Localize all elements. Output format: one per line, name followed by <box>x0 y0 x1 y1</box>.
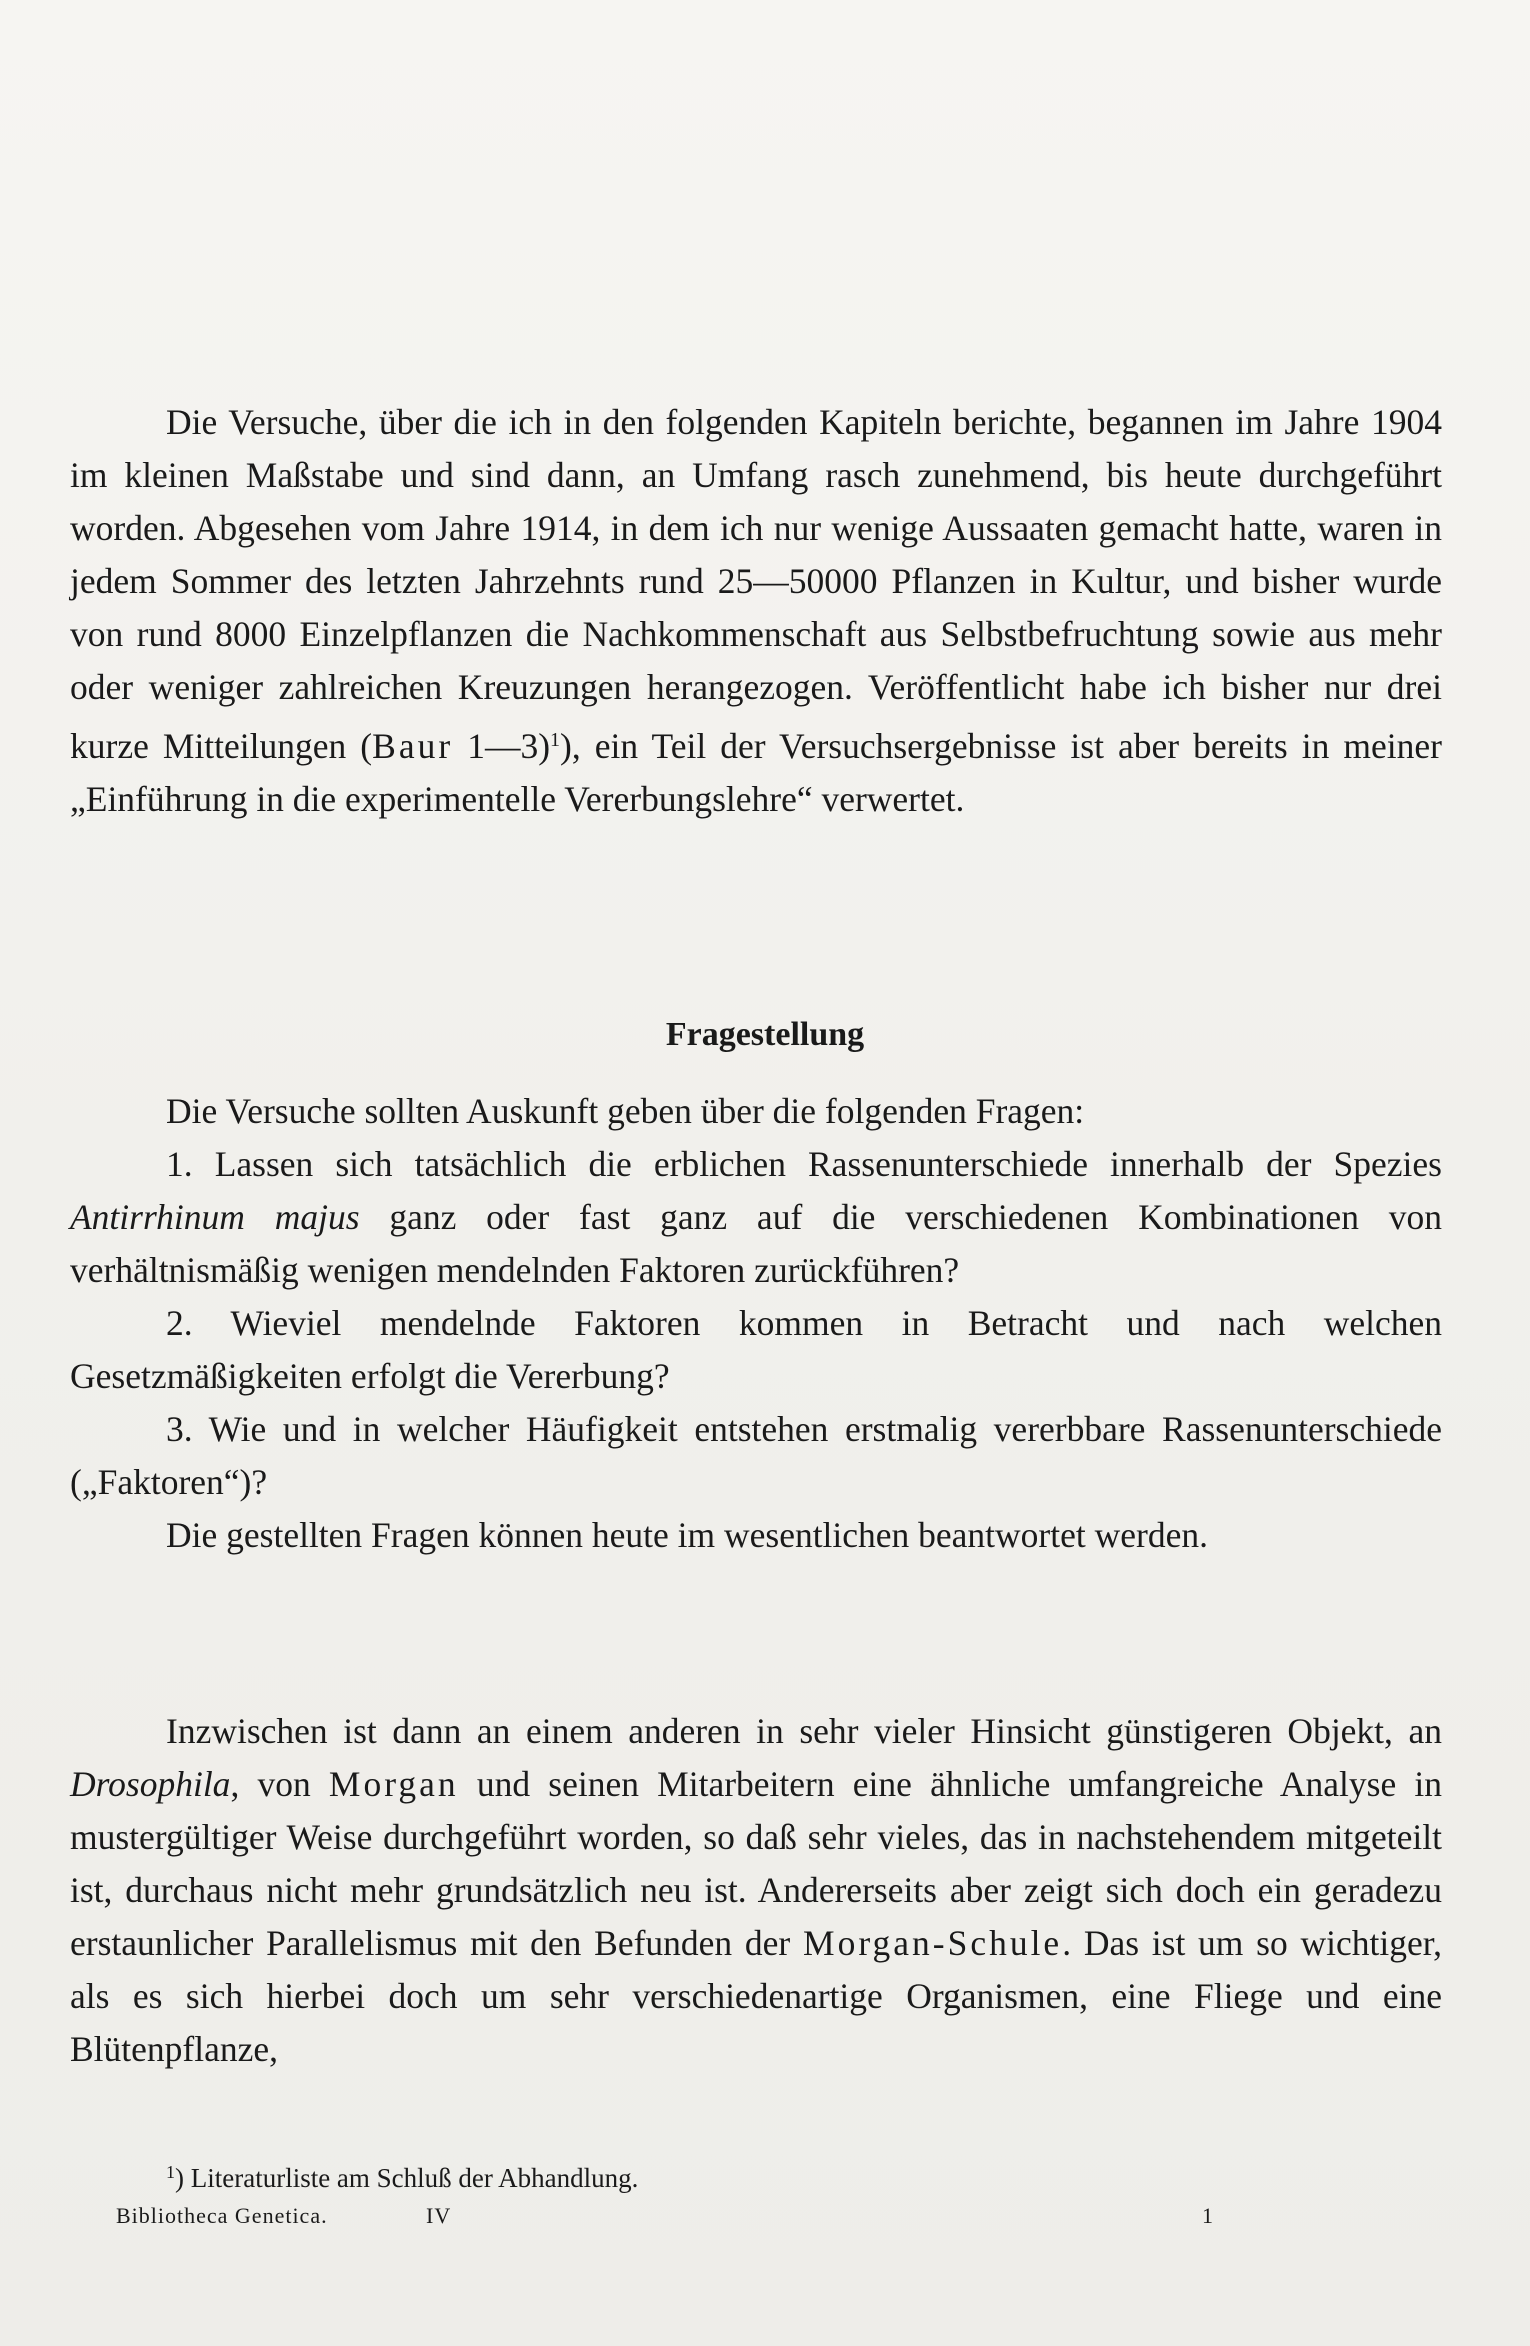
question-1: 1. Lassen sich tatsächlich die erblichen Rassenunterschiede innerhalb der Spezies Antirrhinum majus ganz oder fast ganz auf die verschiedenen Kombinationen von verhältnismäßig wenigen mendelnden Faktoren zurückführen? <box>70 1144 1442 1290</box>
questions-block <box>70 1085 1442 1562</box>
journal-title: Bibliotheca Genetica. <box>116 2203 328 2228</box>
author-citation-name: Baur <box>372 726 454 766</box>
morgan-school-name: Morgan-Schule <box>803 1923 1063 1963</box>
footnote-text: ) Literaturliste am Schluß der Abhandlung. <box>175 2163 639 2193</box>
footnote-marker: 1 <box>550 729 561 751</box>
section-heading: Fragestellung <box>665 1016 865 1053</box>
author-citation-range: 1—3) <box>453 726 551 766</box>
footnote-number: 1 <box>166 2162 175 2182</box>
question-3: 3. Wie und in welcher Häufigkeit entstehen erstmalig vererbbare Rassenunterschiede („Faktoren“)? <box>70 1409 1442 1502</box>
questions-intro: Die Versuche sollten Auskunft geben über die folgenden Fragen: <box>166 1091 1085 1131</box>
question-2: 2. Wieviel mendelnde Faktoren kommen in Betracht und nach welchen Gesetzmäßigkeiten erfolgt die Vererbung? <box>70 1303 1442 1396</box>
intro-paragraph <box>70 396 1442 826</box>
page-number: 1 <box>1202 2203 1214 2228</box>
organism-name: Drosophila <box>70 1764 231 1804</box>
volume-number: IV <box>426 2203 452 2228</box>
questions-answer: Die gestellten Fragen können heute im wesentlichen beantwortet werden. <box>166 1515 1208 1555</box>
morgan-name: Morgan <box>328 1764 459 1804</box>
comparison-paragraph <box>70 1705 1442 2076</box>
intro-paragraph-text: Die Versuche, über die ich in den folgenden Kapiteln berichte, begannen im Jahre 1904 im kleinen Maßstabe und sind dann, an Umfang rasch zunehmend, bis heute durchgeführt worden. Abgesehen vom Jahre 1914, in dem ich nur wenige Aussaaten gemacht hatte, waren in jedem Sommer des letzten Jahrzehnts rund 25—50000 Pflanzen in Kultur, und bisher wurde von rund 8000 Einzelpflanzen die Nachkommenschaft aus Selbstbefruchtung sowie aus mehr oder weniger zahlreichen Kreuzungen herangezogen. Veröffentlicht habe ich bisher nur drei kurze Mitteilungen (Baur 1—3)$^1$), ein Teil der Versuchsergebnisse ist aber bereits in meiner „Einführung in die experimentelle Vererbungslehre“ verwertet. <box>70 402 1442 819</box>
footnote <box>166 2152 638 2198</box>
species-name: Antirrhinum majus <box>70 1197 360 1237</box>
comparison-paragraph-text: Inzwischen ist dann an einem anderen in sehr vieler Hinsicht günstigeren Objekt, an Drosophila, von Morgan und seinen Mitarbeitern eine ähnliche umfangreiche Analyse in mustergültiger Weise durchgeführt worden, so daß sehr vieles, das in nachstehendem mitgeteilt ist, durchaus nicht mehr grundsätzlich neu ist. Andererseits aber zeigt sich doch ein geradezu erstaunlicher Parallelismus mit den Befunden der Morgan-Schule. Das ist um so wichtiger, als es sich hierbei doch um sehr verschiedenartige Organismen, eine Fliege und eine Blütenpflanze, <box>70 1711 1442 2069</box>
